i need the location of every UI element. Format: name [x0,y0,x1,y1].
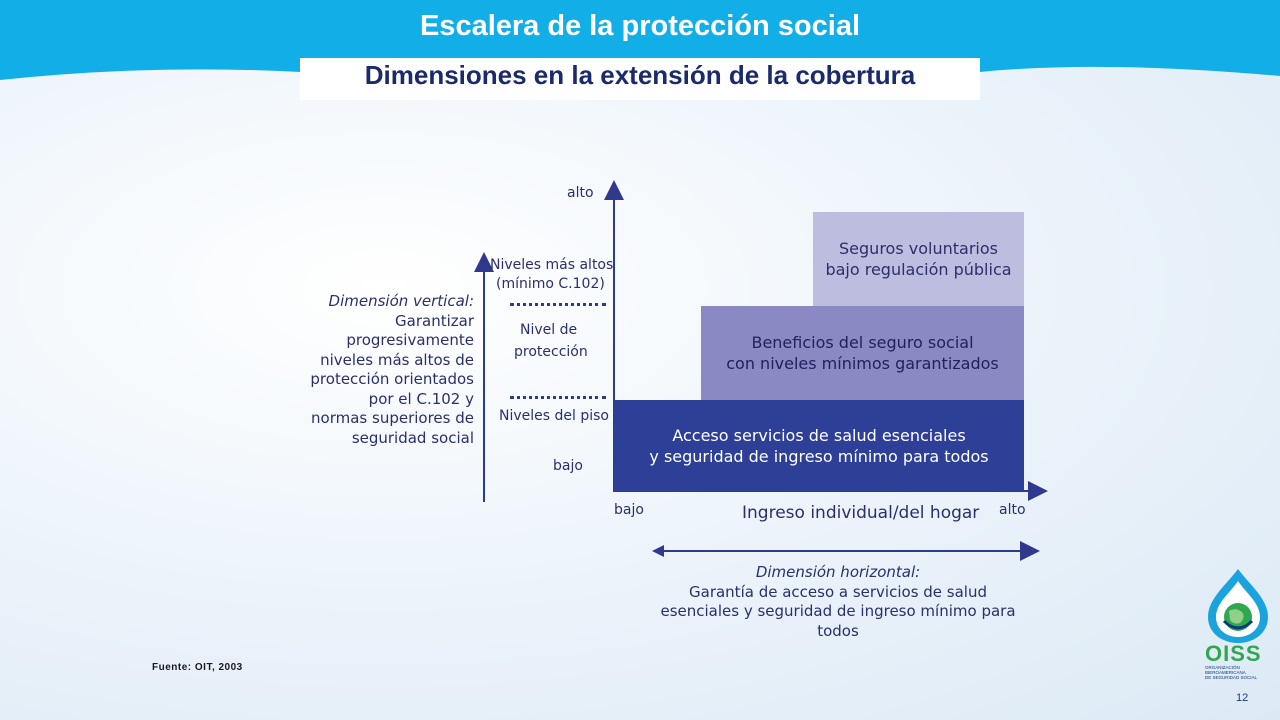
step-voluntary-insurance [813,212,1024,306]
slide-subtitle: Dimensiones en la extensión de la cobertura [364,60,916,90]
higher-levels-minimum-label: (mínimo C.102) [496,276,605,292]
x-axis-left-label: bajo [614,502,644,518]
horizontal-arrow-left-head [652,545,664,557]
protection-level-label-2: protección [514,344,588,360]
x-axis-title: Ingreso individual/del hogar [742,503,980,523]
protection-level-label-1: Nivel de [520,322,578,338]
horizontal-dimension-heading: Dimensión horizontal: [755,563,921,581]
vertical-dimension-line: progresivamente [346,331,474,349]
slide-title: Escalera de la protección social [419,10,861,42]
oiss-logo-line: IBEROAMERICANA [1205,670,1246,675]
step-low-line: Acceso servicios de salud esenciales [672,425,966,445]
oiss-logo-line: ORGANIZACIÓN [1205,665,1240,670]
vertical-dimension-line: normas superiores de [311,409,474,427]
y-axis-top-label: alto [567,185,594,201]
step-high-line: bajo regulación pública [825,260,1012,279]
step-social-insurance [701,306,1024,400]
vertical-dimension-heading: Dimensión vertical: [328,292,474,310]
vertical-dimension-line: protección orientados [310,370,474,388]
horizontal-dimension-text [640,563,1036,641]
higher-levels-dotted-line [510,303,606,306]
oiss-logo-line: DE SEGURIDAD SOCIAL [1205,675,1258,680]
oiss-logo [1202,565,1274,685]
vertical-dimension-line: niveles más altos de [320,350,474,369]
source-note: Fuente: OIT, 2003 [152,662,243,673]
horizontal-dimension-line: esenciales y seguridad de ingreso mínimo para [660,602,1016,620]
horizontal-dimension-line: Garantía de acceso a servicios de salud [689,582,987,601]
step-low-line: y seguridad de ingreso mínimo para todos [649,446,989,466]
vertical-dimension-line: seguridad social [351,428,474,447]
oiss-drop-icon [1202,565,1274,645]
floor-levels-dotted-line [510,396,606,399]
step-basic-floor [614,400,1024,491]
step-high-line: Seguros voluntarios [839,239,998,258]
oiss-logo-name: OISS [1205,641,1262,666]
vertical-dimension-line: por el C.102 y [368,389,474,408]
step-mid-line: Beneficios del seguro social [751,333,974,352]
step-mid-line: con niveles mínimos garantizados [726,354,999,373]
page-number: 12 [1236,692,1249,704]
y-axis-bottom-label: bajo [553,458,583,474]
x-axis-right-label: alto [999,502,1026,518]
higher-levels-label: Niveles más altos [490,257,614,273]
oiss-logo-caption [1205,665,1257,680]
horizontal-dimension-line: todos [817,621,859,640]
vertical-dimension-line: Garantizar [395,311,474,330]
vertical-dimension-text [300,292,474,448]
floor-levels-label: Niveles del piso [499,408,609,424]
